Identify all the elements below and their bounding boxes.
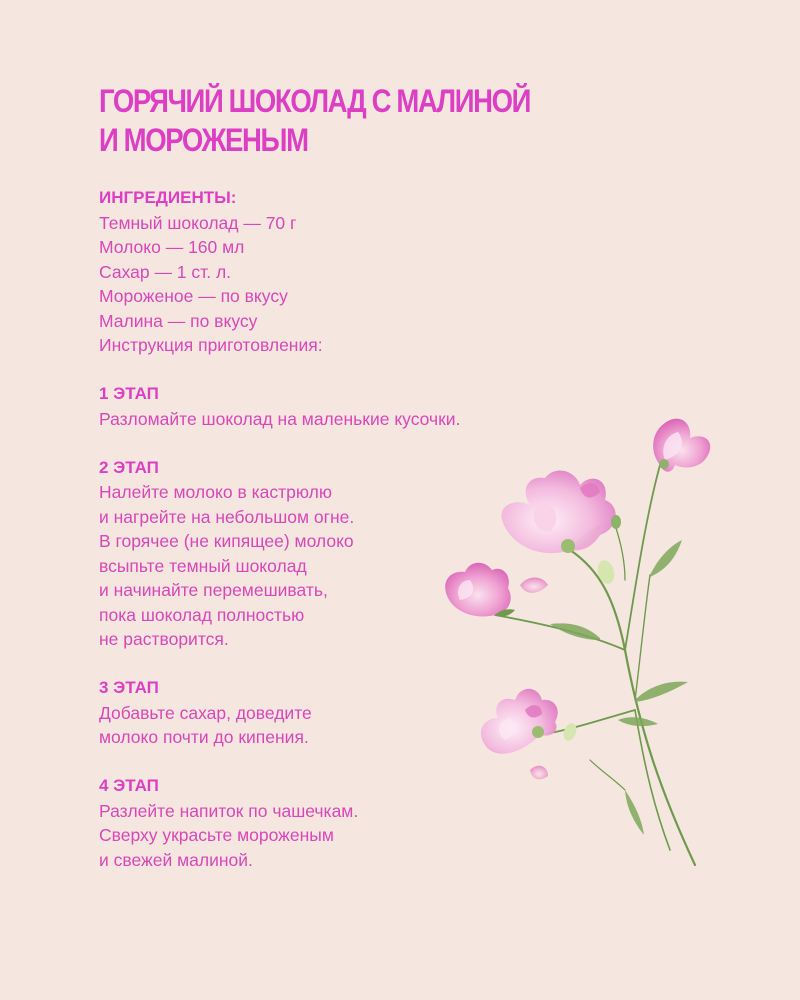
- spacer: [99, 358, 539, 383]
- step-2-text: В горячее (не кипящее) молоко: [99, 531, 354, 551]
- flower-bottom: [481, 689, 558, 780]
- step-4-heading: 4 ЭТАП: [99, 776, 159, 795]
- step-2-text: и начинайте перемешивать,: [99, 580, 328, 600]
- step-4-text: и свежей малиной.: [99, 849, 253, 870]
- ingredient-item: Мороженое — по вкусу: [99, 286, 288, 306]
- step-1-text: Разломайте шоколад на маленькие кусочки.: [99, 408, 461, 429]
- step-2-text: Налейте молоко в кастрюлю: [99, 482, 332, 502]
- step-4-text: Разлейте напиток по чашечкам.: [99, 800, 359, 821]
- page-title: [99, 82, 530, 160]
- step-2-text: пока шоколад полностью: [99, 604, 305, 625]
- step-1-heading: 1 ЭТАП: [99, 384, 159, 403]
- step-2-heading: 2 ЭТАП: [99, 457, 159, 477]
- flower-left: [445, 563, 515, 617]
- flower-top-right: [653, 419, 710, 472]
- title-line-1: ГОРЯЧИЙ ШОКОЛАД С МАЛИНОЙ: [99, 83, 531, 119]
- step-3-heading: 3 ЭТАП: [99, 678, 159, 697]
- leaves: [550, 525, 688, 835]
- ingredients-heading: ИНГРЕДИЕНТЫ:: [99, 188, 237, 207]
- ingredient-item: Сахар — 1 ст. л.: [99, 261, 232, 282]
- ingredient-item: Темный шоколад — 70 г: [99, 212, 297, 233]
- instructions-label: Инструкция приготовления:: [99, 335, 323, 355]
- step-2-text: всыпьте темный шоколад: [99, 555, 307, 576]
- step-3-text: Добавьте сахар, доведите: [99, 702, 312, 723]
- watercolor-flowers-icon: [420, 410, 730, 880]
- step-3-text: молоко почти до кипения.: [99, 727, 309, 747]
- step-2-text: и нагрейте на небольшом огне.: [99, 506, 355, 527]
- step-2-text: не растворится.: [99, 629, 229, 649]
- ingredient-item: Малина — по вкусу: [99, 310, 258, 331]
- step-4-text: Сверху украсьте мороженым: [99, 825, 334, 845]
- ingredient-item: Молоко — 160 мл: [99, 237, 245, 257]
- title-line-2: И МОРОЖЕНЫМ: [99, 122, 308, 158]
